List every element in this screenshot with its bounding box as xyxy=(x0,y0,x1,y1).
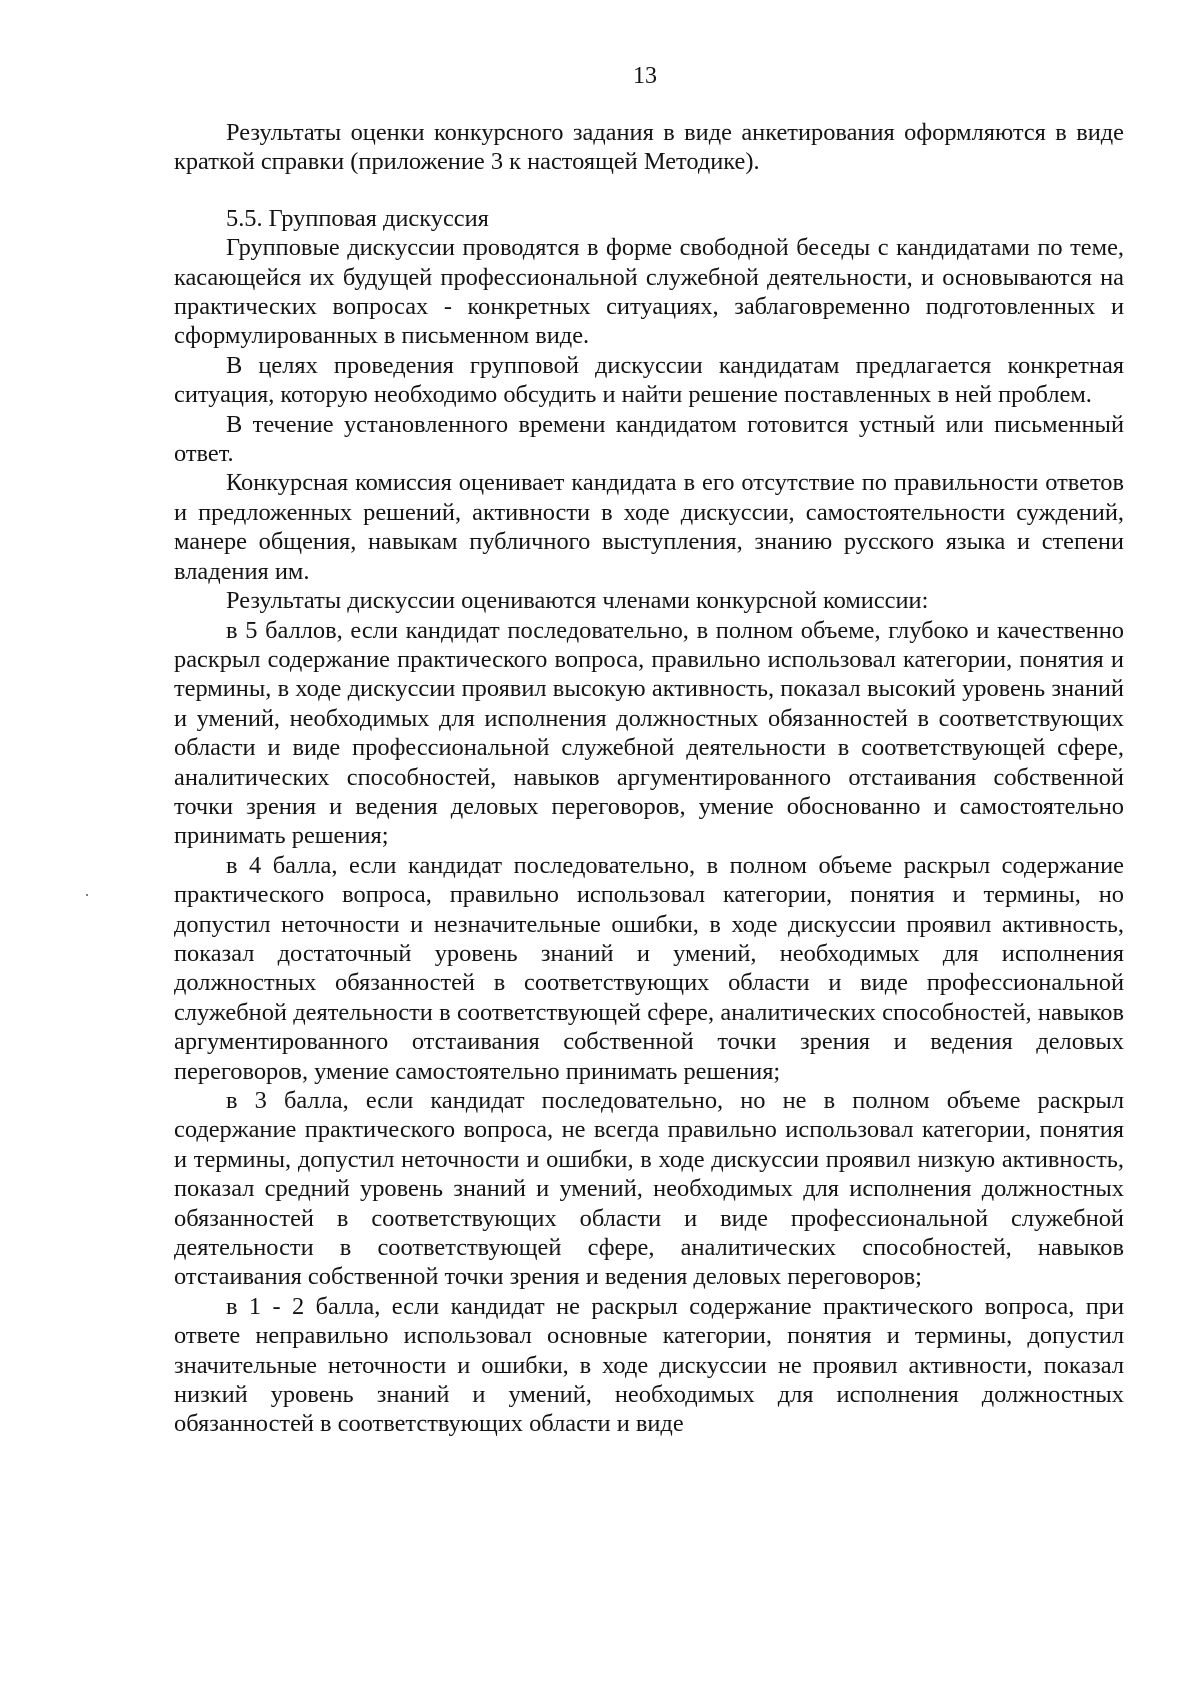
paragraph-spacer xyxy=(174,177,1124,204)
paragraph-score-3: в 3 балла, если кандидат последовательно, но не в полном объеме раскрыл содержание практического вопроса, не всегда правильно использовал категории, понятия и термины, допустил неточности и ошибки, в ходе дискуссии проявил низкую активность, показал средний уровень знаний и умений, необходимых для исполнения должностных обязанностей в соответствующих области и виде профессиональной служебной деятельности в соответствующей сфере, аналитических способностей, навыков отстаивания собственной точки зрения и ведения деловых переговоров; xyxy=(174,1087,1124,1291)
paragraph-answer-time: В течение установленного времени кандидатом готовится устный или письменный ответ. xyxy=(174,410,1124,468)
paragraph-score-5: в 5 баллов, если кандидат последовательно, в полном объеме, глубоко и качественно раскрыл содержание практического вопроса, правильно использовал категории, понятия и термины, в ходе дискуссии проявил высокую активность, показал высокий уровень знаний и умений, необходимых для исполнения должностных обязанностей в соответствующих области и виде профессиональной служебной деятельности в соответствующей сфере, аналитических способностей, навыков аргументированного отстаивания собственной точки зрения и ведения деловых переговоров, умение обоснованно и самостоятельно принимать решения; xyxy=(174,616,1124,850)
paragraph-survey-results: Результаты оценки конкурсного задания в виде анкетирования оформляются в виде краткой справки (приложение 3 к настоящей Методике). xyxy=(174,119,1124,176)
document-body xyxy=(174,118,1124,1439)
paragraph-situation: В целях проведения групповой дискуссии кандидатам предлагается конкретная ситуация, которую необходимо обсудить и найти решение поставленных в ней проблем. xyxy=(174,351,1124,409)
paragraph-results-intro: Результаты дискуссии оцениваются членами конкурсной комиссии: xyxy=(226,587,929,615)
scan-speck xyxy=(86,894,88,896)
paragraph-commission-evaluation: Конкурсная комиссия оценивает кандидата в его отсутствие по правильности ответов и предложенных решений, активности в ходе дискуссии, самостоятельности суждений, манере общения, навыкам публичного выступления, знанию русского языка и степени владения им. xyxy=(174,469,1124,585)
paragraph-score-4: в 4 балла, если кандидат последовательно, в полном объеме раскрыл содержание практического вопроса, правильно использовал категории, понятия и термины, но допустил неточности и незначительные ошибки, в ходе дискуссии проявил активность, показал достаточный уровень знаний и умений, необходимых для исполнения должностных обязанностей в соответствующих области и виде профессиональной служебной деятельности в соответствующей сфере, аналитических способностей, навыков аргументированного отстаивания собственной точки зрения и ведения деловых переговоров, умение самостоятельно принимать решения; xyxy=(174,851,1124,1085)
paragraph-group-discussion-intro: Групповые дискуссии проводятся в форме свободной беседы с кандидатами по теме, касающейся их будущей профессиональной служебной деятельности, и основываются на практических вопросах - конкретных ситуациях, заблаговременно подготовленных и сформулированных в письменном виде. xyxy=(174,234,1124,350)
paragraph-score-1-2: в 1 - 2 балла, если кандидат не раскрыл содержание практического вопроса, при ответе неправильно использовал основные категории, понятия и термины, допустил значительные неточности и ошибки, в ходе дискуссии не проявил активности, показал низкий уровень знаний и умений, необходимых для исполнения должностных обязанностей в соответствующих области и виде xyxy=(174,1292,1124,1438)
section-heading: 5.5. Групповая дискуссия xyxy=(226,204,489,232)
page-number: 13 xyxy=(633,63,657,89)
